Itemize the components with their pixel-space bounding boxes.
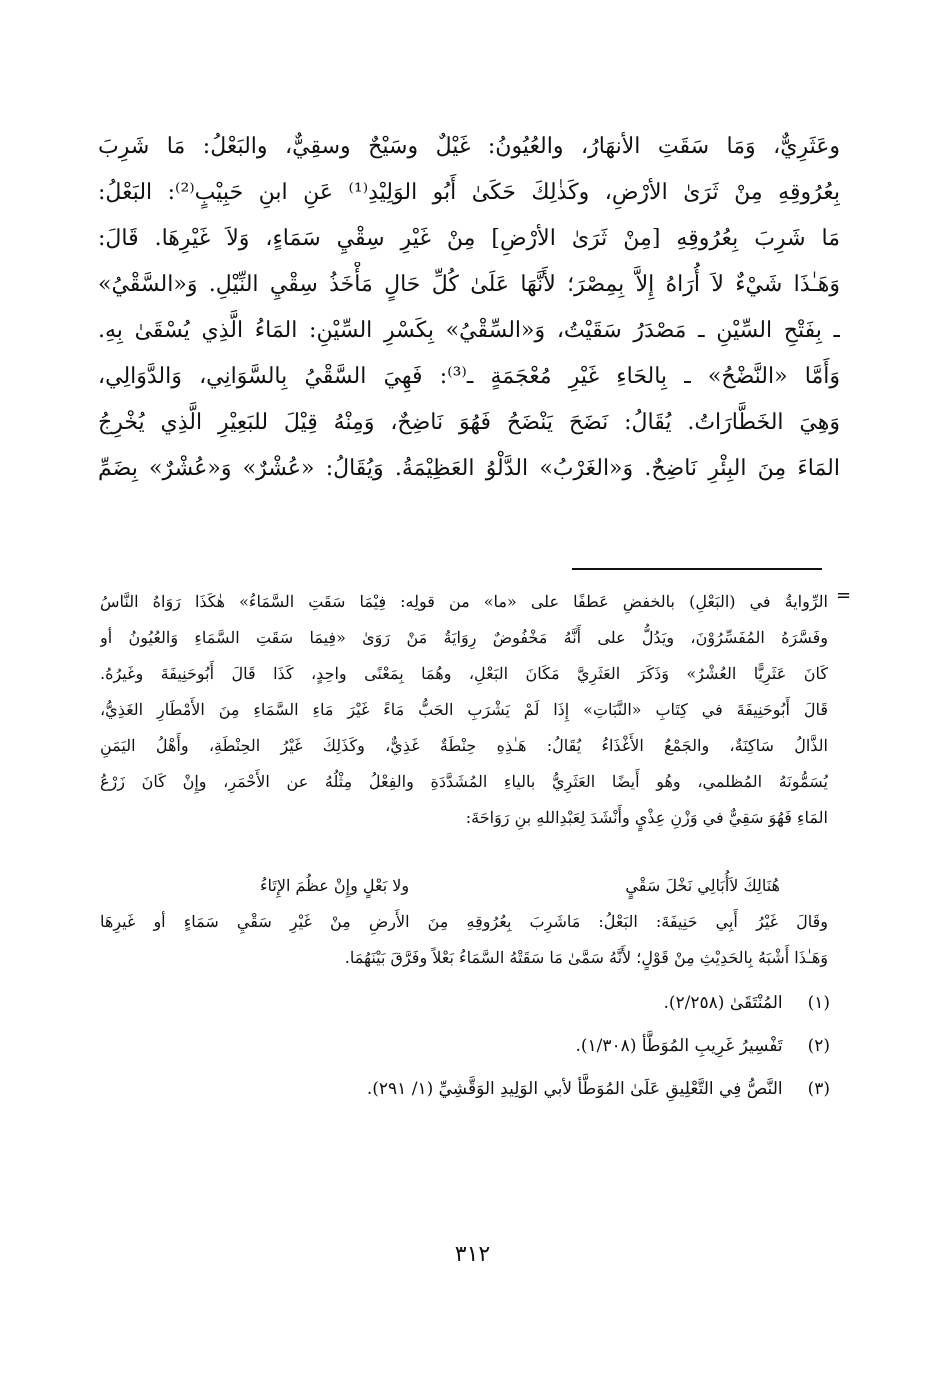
footnote-number: (٣) <box>807 1079 830 1099</box>
footnote-line: وفَسَّرَهُ المُفَسِّرُوْنَ، ويَدُلُّ على أَنَّهُ مَخْفُوضٌ رِوَايَةُ مَنْ رَوَىٰ «فِيمَا سَقَتِ السَّمَاءِ وَالعُيُونُ أو <box>100 628 828 647</box>
footnote-text: النَّصُّ فِي التَّعْلِيقِ عَلَىٰ المُوَطَّأ لأبي الوَلِيدِ الوَقَّشِيِّ (١/ ٢٩١). <box>366 1079 783 1099</box>
footnote-line: الذَّالُ سَاكِنَةٌ، والجَمْعُ الأَغْذَاءُ يُقَالُ: هَـٰذِهِ حِنْطَةٌ غَذِيٌّ، وكَذَلِكَ غَيْرُ الحِنْطَةِ، وأَهْلُ اليَمَنِ <box>100 736 828 755</box>
main-line: وَهِيَ الخَطَّارَاتُ. يُقَالُ: نَضَحَ يَنْضَحُ فَهُوَ نَاضِحٌ، وَمِنْهُ قِيْلَ للبَعِيْرِ الَّذِي يُخْرِجُ <box>98 410 840 435</box>
footnote-line: كَانَ عَثَرِيًّا العُشْرُ» وَذَكَرَ العَثَرِيَّ مَكَانَ البَعْلِ، وهُمَا بِمَعْنًى واحِدٍ، كَذَا قَالَ أَبُوحَنِيفَةَ وغَيرُهُ. <box>100 664 828 683</box>
verse-hemistich-second: ولا بَعْلٍ وإِنْ عظُمَ الإِتَاءُ <box>260 876 410 895</box>
poetry-verse <box>260 868 780 904</box>
footnote-line: وَهَـٰذَا أَشْبَهُ بِالحَدِيْثِ مِنْ قَوْلٍ؛ لأَنَّهُ سَمَّىٰ مَا سَقَتْهُ السَّمَاءُ بَعْلاً وفَرَّقَ بَيْنَهُمَا. <box>344 948 828 967</box>
footnote-number: (٢) <box>807 1036 830 1056</box>
footnote-line: يُسَمُّونَهُ المُظلمي، وهُو أَيضًا العَثَرِيُّ بالياءِ المُشَدَّدَةِ والفِعْلُ مِثْلُهُ عن الأَحْمَرِ، وإِنْ كَانَ زَرْعُ <box>100 772 828 791</box>
main-line: مَا شَرِبَ بِعُرُوقِهِ [مِنْ ثَرَىٰ الأرْضِ] مِنْ غَيْرِ سِقْيِ سَمَاءٍ، وَلاَ غَيْرِهَا. قَالَ: <box>98 226 840 251</box>
main-line: ـ بِفَتْحِ السِّيْنِ ـ مَصْدَرُ سَقَيْتُ، وَ«السِّقْيُ» بِكَسْرِ السِّيْنِ: المَاءُ الَّذِي يُسْقَىٰ بِهِ. <box>98 318 840 343</box>
footnote-line: المَاءِ فَهُوَ سَقِيٌّ في وَزْنِ عِذْيٍ وأَنْشَدَ لِعَبْدِاللهِ بنِ رَوَاحَةَ: <box>465 808 828 827</box>
main-line: بِعُرُوقِهِ مِنْ ثَرَىٰ الأرْضِ، وكَذٰلِكَ حَكَىٰ أَبُو الوَلِيْدِ⁽¹⁾ عَنِ ابنِ حَبِيْبٍ⁽²⁾: البَعْلُ: <box>98 180 840 205</box>
footnote-text: تَفْسِيرُ غَرِيبِ المُوَطَّأ (١/٣٠٨). <box>575 1036 783 1056</box>
footnote-line: وقَالَ غَيْرُ أَبِي حَنِيفَةَ: البَعْلُ: مَاشَرِبَ بِعُرُوقِهِ مِنَ الأَرضِ مِنْ غَيْرِ سَقْيِ سَمَاءٍ أو غَيرِهَا <box>100 912 828 931</box>
main-line: وَهَـٰذَا شَيْءٌ لاَ أُرَاهُ إِلاَّ بِمِصْرَ؛ لأَنَّهَا عَلَىٰ كُلِّ حَالٍ مَأْخَذُ سِقْيِ النِّيْلِ. وَ«السَّقْيُ» <box>98 272 840 297</box>
footnote-2 <box>300 1027 830 1065</box>
page-number: ٣١٢ <box>454 1242 491 1267</box>
main-line: وَأَمَّا «النَّضْحُ» ـ بِالحَاءِ غَيْرِ مُعْجَمَةٍ ـ⁽³⁾: فَهِيَ السَّقْيُ بِالسَّوَانِي، وَالدَّوَالِي، <box>98 364 840 389</box>
main-line: المَاءَ مِنَ البِئْرِ نَاضِحٌ. وَ«الغَرْبُ» الدَّلْوُ العَظِيْمَةُ. وَيُقَالُ: «عُشْرٌ» وَ«عُشْرٌ» بِضَمِّ <box>98 456 840 481</box>
continuation-mark: = <box>836 585 852 606</box>
footnote-line: الرِّوايةُ في (البَعْلِ) بالخفضِ عَطفًا على «ما» من قولِه: فِيْمَا سَقَتِ السَّمَاءُ» هٰكَذَا رَوَاهُ النَّاسُ <box>100 592 828 611</box>
footnote-continuation <box>100 584 828 836</box>
footnote-1 <box>300 984 830 1022</box>
footnote-after-verse <box>100 904 828 976</box>
main-line: وعَثَرِيٌّ، وَمَا سَقَتِ الأنهَارُ، والعُيُونُ: غَيْلٌ وسَيْحٌ وسقِيٌّ، والبَعْلُ: مَا شَرِبَ <box>98 134 840 159</box>
footnote-number: (١) <box>807 993 830 1013</box>
verse-hemistich-first: هُنَالِكَ لاَأُبَالِي نَخْلَ سَقْيٍ <box>625 876 780 895</box>
footnote-line: قَالَ أَبُوحَنِيفَةَ في كِتَابِ «النَّبَاتِ» إِذَا لَمْ يَشْرَبِ الحَبُّ مَاءً غَيْرَ مَاءِ السَّمَاءِ مِنَ الأَمْطَارِ الغَذِيُّ، <box>100 700 828 719</box>
footnote-separator <box>572 568 822 570</box>
footnote-3 <box>300 1070 830 1108</box>
main-text <box>98 124 840 492</box>
footnote-text: المُنْتَقَىٰ (٢/٢٥٨). <box>663 993 783 1013</box>
